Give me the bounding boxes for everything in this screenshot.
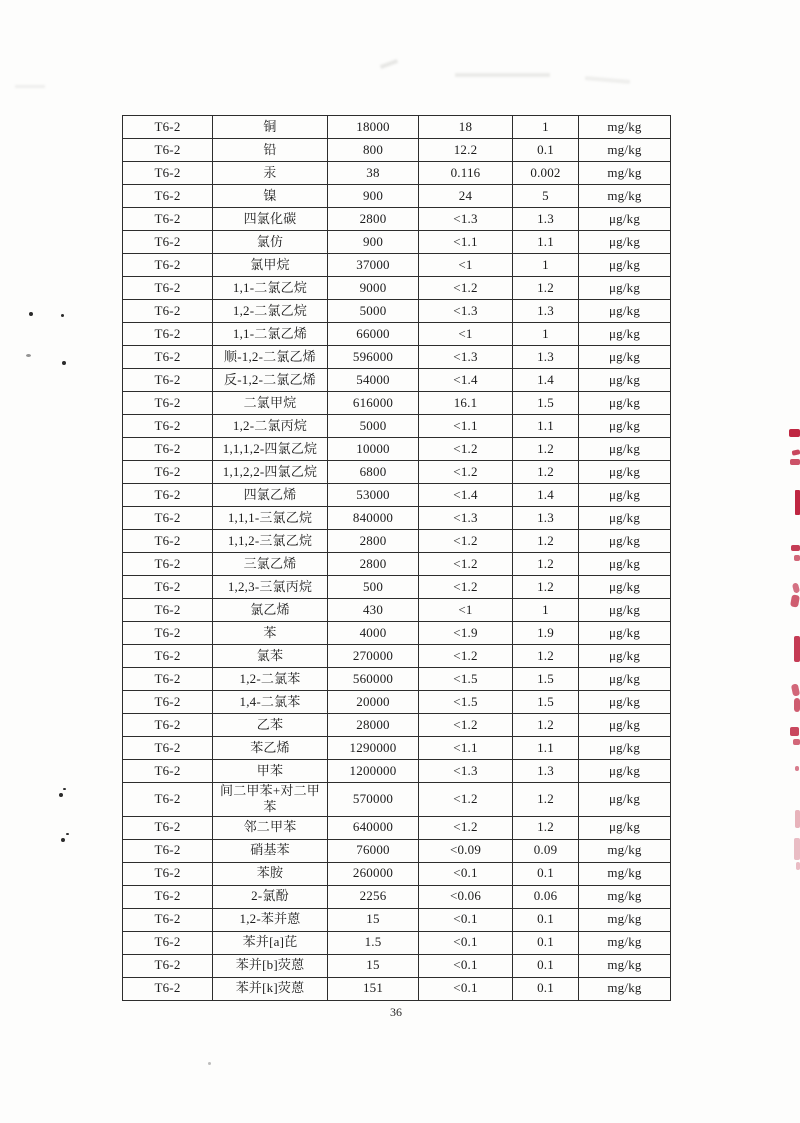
screening-value-cell: 54000 [328, 369, 419, 392]
detection-limit-cell: 1 [513, 116, 579, 139]
analyte-name-cell: 1,2-二氯苯 [213, 668, 328, 691]
red-stamp-fragment [795, 490, 800, 515]
table-row [123, 461, 671, 484]
red-stamp-fragment [793, 739, 800, 745]
sample-id-cell: T6-2 [123, 162, 213, 185]
analyte-name-cell: 四氯化碳 [213, 208, 328, 231]
detection-limit-cell: 1.3 [513, 346, 579, 369]
screening-value-cell: 500 [328, 576, 419, 599]
measured-result-cell: <0.1 [419, 977, 513, 1000]
screening-value-cell: 37000 [328, 254, 419, 277]
screening-value-cell: 151 [328, 977, 419, 1000]
unit-cell: μg/kg [579, 553, 671, 576]
screening-value-cell: 840000 [328, 507, 419, 530]
analyte-name-cell: 苯并[b]荧蒽 [213, 954, 328, 977]
red-stamp-fragment [789, 429, 800, 437]
measured-result-cell: <1.5 [419, 691, 513, 714]
analyte-name-cell: 1,1-二氯乙烷 [213, 277, 328, 300]
red-stamp-fragment [791, 545, 800, 551]
sample-id-cell: T6-2 [123, 392, 213, 415]
detection-limit-cell: 1.2 [513, 645, 579, 668]
analyte-name-cell: 2-氯酚 [213, 885, 328, 908]
screening-value-cell: 66000 [328, 323, 419, 346]
unit-cell: μg/kg [579, 415, 671, 438]
screening-value-cell: 28000 [328, 714, 419, 737]
red-stamp-fragment [794, 555, 800, 561]
screening-value-cell: 270000 [328, 645, 419, 668]
measured-result-cell: <1.3 [419, 346, 513, 369]
unit-cell: mg/kg [579, 931, 671, 954]
sample-id-cell: T6-2 [123, 599, 213, 622]
screening-value-cell: 640000 [328, 816, 419, 839]
detection-limit-cell: 1.5 [513, 668, 579, 691]
table-row [123, 839, 671, 862]
detection-limit-cell: 1.2 [513, 576, 579, 599]
sample-id-cell: T6-2 [123, 116, 213, 139]
analyte-name-cell: 苯胺 [213, 862, 328, 885]
screening-value-cell: 1290000 [328, 737, 419, 760]
analyte-name-cell: 甲苯 [213, 760, 328, 783]
sample-id-cell: T6-2 [123, 553, 213, 576]
unit-cell: mg/kg [579, 885, 671, 908]
table-row [123, 438, 671, 461]
detection-limit-cell: 1.3 [513, 208, 579, 231]
detection-limit-cell: 1 [513, 599, 579, 622]
measured-result-cell: <1 [419, 254, 513, 277]
sample-id-cell: T6-2 [123, 185, 213, 208]
sample-id-cell: T6-2 [123, 369, 213, 392]
unit-cell: μg/kg [579, 816, 671, 839]
red-stamp-fragment [790, 459, 800, 465]
unit-cell: μg/kg [579, 369, 671, 392]
sample-id-cell: T6-2 [123, 484, 213, 507]
screening-value-cell: 20000 [328, 691, 419, 714]
sample-id-cell: T6-2 [123, 668, 213, 691]
sample-id-cell: T6-2 [123, 438, 213, 461]
unit-cell: μg/kg [579, 599, 671, 622]
screening-value-cell: 1.5 [328, 931, 419, 954]
unit-cell: μg/kg [579, 691, 671, 714]
scan-smudge [585, 76, 630, 84]
screening-value-cell: 5000 [328, 415, 419, 438]
scan-smudge [15, 85, 45, 88]
table-row [123, 714, 671, 737]
analyte-name-cell: 1,1,2-三氯乙烷 [213, 530, 328, 553]
analyte-name-cell: 四氯乙烯 [213, 484, 328, 507]
analyte-name-cell: 三氯乙烯 [213, 553, 328, 576]
analyte-name-cell: 苯并[k]荧蒽 [213, 977, 328, 1000]
screening-value-cell: 800 [328, 139, 419, 162]
analyte-name-cell: 苯并[a]芘 [213, 931, 328, 954]
detection-limit-cell: 0.1 [513, 977, 579, 1000]
unit-cell: μg/kg [579, 277, 671, 300]
detection-limit-cell: 1.1 [513, 415, 579, 438]
table-row [123, 977, 671, 1000]
analyte-name-cell: 硝基苯 [213, 839, 328, 862]
sample-id-cell: T6-2 [123, 346, 213, 369]
measured-result-cell: <0.1 [419, 908, 513, 931]
table-row [123, 862, 671, 885]
table-row [123, 185, 671, 208]
measured-result-cell: <1.2 [419, 553, 513, 576]
analyte-name-cell: 1,4-二氯苯 [213, 691, 328, 714]
analyte-name-cell: 二氯甲烷 [213, 392, 328, 415]
measured-result-cell: <0.1 [419, 931, 513, 954]
measured-result-cell: <1.4 [419, 484, 513, 507]
analyte-name-cell: 1,2-二氯丙烷 [213, 415, 328, 438]
detection-limit-cell: 1 [513, 323, 579, 346]
unit-cell: mg/kg [579, 862, 671, 885]
red-stamp-fragment [796, 862, 800, 870]
sample-id-cell: T6-2 [123, 691, 213, 714]
screening-value-cell: 10000 [328, 438, 419, 461]
measured-result-cell: <1.2 [419, 461, 513, 484]
table-row [123, 931, 671, 954]
analyte-name-cell: 铅 [213, 139, 328, 162]
analyte-name-cell: 反-1,2-二氯乙烯 [213, 369, 328, 392]
analyte-name-cell: 苯 [213, 622, 328, 645]
red-stamp-fragment [795, 766, 799, 771]
analyte-name-cell: 1,1,1-三氯乙烷 [213, 507, 328, 530]
analyte-name-cell: 1,1,2,2-四氯乙烷 [213, 461, 328, 484]
red-stamp-fragment [790, 594, 800, 607]
analyte-name-cell: 1,1-二氯乙烯 [213, 323, 328, 346]
detection-limit-cell: 1.2 [513, 438, 579, 461]
detection-limit-cell: 5 [513, 185, 579, 208]
table-row [123, 139, 671, 162]
screening-value-cell: 15 [328, 954, 419, 977]
detection-limit-cell: 1.2 [513, 530, 579, 553]
unit-cell: μg/kg [579, 530, 671, 553]
unit-cell: mg/kg [579, 162, 671, 185]
scan-speck [26, 354, 31, 357]
table-row [123, 908, 671, 931]
detection-limit-cell: 1.2 [513, 783, 579, 817]
sample-id-cell: T6-2 [123, 954, 213, 977]
measured-result-cell: <1.3 [419, 300, 513, 323]
detection-limit-cell: 1.2 [513, 553, 579, 576]
screening-value-cell: 2800 [328, 208, 419, 231]
measured-result-cell: <1.4 [419, 369, 513, 392]
measured-result-cell: <1.5 [419, 668, 513, 691]
table-row [123, 816, 671, 839]
measured-result-cell: <1.1 [419, 415, 513, 438]
red-stamp-fragment [792, 582, 800, 593]
detection-limit-cell: 1.5 [513, 392, 579, 415]
analyte-name-cell: 氯苯 [213, 645, 328, 668]
page-number: 36 [390, 1005, 402, 1019]
sample-id-cell: T6-2 [123, 645, 213, 668]
table-row [123, 885, 671, 908]
unit-cell: μg/kg [579, 737, 671, 760]
screening-value-cell: 2800 [328, 553, 419, 576]
table-row [123, 116, 671, 139]
table-row [123, 484, 671, 507]
scan-speck [208, 1062, 211, 1065]
screening-value-cell: 260000 [328, 862, 419, 885]
sample-id-cell: T6-2 [123, 737, 213, 760]
table-row [123, 369, 671, 392]
sample-id-cell: T6-2 [123, 300, 213, 323]
detection-limit-cell: 0.09 [513, 839, 579, 862]
measured-result-cell: <1.9 [419, 622, 513, 645]
analyte-name-cell: 氯甲烷 [213, 254, 328, 277]
unit-cell: μg/kg [579, 231, 671, 254]
analyte-name-cell: 氯仿 [213, 231, 328, 254]
table-row [123, 392, 671, 415]
unit-cell: μg/kg [579, 300, 671, 323]
table-row [123, 162, 671, 185]
analyte-name-cell: 汞 [213, 162, 328, 185]
sample-id-cell: T6-2 [123, 839, 213, 862]
sample-id-cell: T6-2 [123, 714, 213, 737]
table-row [123, 208, 671, 231]
red-stamp-fragment [794, 698, 800, 712]
measured-result-cell: <1.2 [419, 576, 513, 599]
sample-id-cell: T6-2 [123, 816, 213, 839]
unit-cell: μg/kg [579, 323, 671, 346]
analyte-name-cell: 邻二甲苯 [213, 816, 328, 839]
scan-speck [63, 788, 66, 790]
detection-limit-cell: 1.2 [513, 714, 579, 737]
measured-result-cell: <1.1 [419, 737, 513, 760]
screening-value-cell: 4000 [328, 622, 419, 645]
unit-cell: mg/kg [579, 116, 671, 139]
table-row [123, 668, 671, 691]
measured-result-cell: <1.3 [419, 760, 513, 783]
scan-speck [59, 793, 63, 797]
table-row [123, 737, 671, 760]
sample-id-cell: T6-2 [123, 254, 213, 277]
measured-result-cell: <1.2 [419, 714, 513, 737]
detection-limit-cell: 1.9 [513, 622, 579, 645]
analyte-name-cell: 苯乙烯 [213, 737, 328, 760]
screening-value-cell: 2256 [328, 885, 419, 908]
detection-limit-cell: 1.3 [513, 507, 579, 530]
sample-id-cell: T6-2 [123, 139, 213, 162]
screening-value-cell: 616000 [328, 392, 419, 415]
screening-value-cell: 560000 [328, 668, 419, 691]
unit-cell: μg/kg [579, 461, 671, 484]
analyte-name-cell: 氯乙烯 [213, 599, 328, 622]
analyte-name-cell: 1,2-苯并蒽 [213, 908, 328, 931]
unit-cell: μg/kg [579, 254, 671, 277]
detection-limit-cell: 0.06 [513, 885, 579, 908]
detection-limit-cell: 0.1 [513, 862, 579, 885]
red-stamp-fragment [794, 838, 800, 860]
table-row [123, 254, 671, 277]
screening-value-cell: 596000 [328, 346, 419, 369]
scan-speck [29, 312, 33, 316]
screening-value-cell: 6800 [328, 461, 419, 484]
sample-id-cell: T6-2 [123, 931, 213, 954]
table-row [123, 277, 671, 300]
screening-value-cell: 76000 [328, 839, 419, 862]
screening-value-cell: 18000 [328, 116, 419, 139]
screening-value-cell: 38 [328, 162, 419, 185]
sample-id-cell: T6-2 [123, 576, 213, 599]
table-row [123, 346, 671, 369]
unit-cell: μg/kg [579, 438, 671, 461]
unit-cell: μg/kg [579, 645, 671, 668]
measured-result-cell: <1.1 [419, 231, 513, 254]
measured-result-cell: 16.1 [419, 392, 513, 415]
screening-value-cell: 2800 [328, 530, 419, 553]
red-stamp-fragment [790, 727, 799, 736]
unit-cell: μg/kg [579, 783, 671, 817]
screening-value-cell: 53000 [328, 484, 419, 507]
unit-cell: mg/kg [579, 977, 671, 1000]
unit-cell: μg/kg [579, 507, 671, 530]
measured-result-cell: 12.2 [419, 139, 513, 162]
screening-value-cell: 1200000 [328, 760, 419, 783]
sample-id-cell: T6-2 [123, 530, 213, 553]
detection-limit-cell: 1.4 [513, 369, 579, 392]
unit-cell: μg/kg [579, 208, 671, 231]
sample-id-cell: T6-2 [123, 277, 213, 300]
measured-result-cell: <1.3 [419, 208, 513, 231]
unit-cell: μg/kg [579, 668, 671, 691]
analyte-name-cell: 顺-1,2-二氯乙烯 [213, 346, 328, 369]
detection-limit-cell: 1.2 [513, 816, 579, 839]
scan-smudge [380, 59, 398, 69]
table-row [123, 323, 671, 346]
scan-speck [66, 833, 69, 835]
measured-result-cell: <1 [419, 323, 513, 346]
screening-value-cell: 900 [328, 231, 419, 254]
unit-cell: μg/kg [579, 576, 671, 599]
red-stamp-fragment [794, 636, 800, 662]
detection-limit-cell: 0.1 [513, 931, 579, 954]
unit-cell: μg/kg [579, 760, 671, 783]
detection-limit-cell: 0.002 [513, 162, 579, 185]
unit-cell: μg/kg [579, 392, 671, 415]
measured-result-cell: <1.2 [419, 783, 513, 817]
detection-limit-cell: 0.1 [513, 139, 579, 162]
detection-limit-cell: 0.1 [513, 954, 579, 977]
detection-limit-cell: 1.3 [513, 760, 579, 783]
detection-limit-cell: 1.1 [513, 231, 579, 254]
screening-value-cell: 900 [328, 185, 419, 208]
table-row [123, 530, 671, 553]
table-row [123, 645, 671, 668]
sample-id-cell: T6-2 [123, 862, 213, 885]
sample-id-cell: T6-2 [123, 323, 213, 346]
sample-id-cell: T6-2 [123, 415, 213, 438]
scan-speck [61, 838, 65, 842]
sample-id-cell: T6-2 [123, 461, 213, 484]
measured-result-cell: 18 [419, 116, 513, 139]
scan-speck [61, 314, 64, 317]
unit-cell: mg/kg [579, 954, 671, 977]
detection-limit-cell: 1.1 [513, 737, 579, 760]
analyte-name-cell: 1,1,1,2-四氯乙烷 [213, 438, 328, 461]
sample-id-cell: T6-2 [123, 622, 213, 645]
table-row [123, 553, 671, 576]
sample-id-cell: T6-2 [123, 231, 213, 254]
measured-result-cell: <0.06 [419, 885, 513, 908]
measured-result-cell: <1.2 [419, 530, 513, 553]
sample-id-cell: T6-2 [123, 908, 213, 931]
sample-id-cell: T6-2 [123, 783, 213, 817]
red-stamp-fragment [792, 449, 800, 456]
measured-result-cell: <1.2 [419, 816, 513, 839]
scan-smudge [455, 73, 550, 77]
unit-cell: μg/kg [579, 484, 671, 507]
screening-value-cell: 9000 [328, 277, 419, 300]
analyte-name-cell: 间二甲苯+对二甲苯 [213, 783, 328, 817]
detection-limit-cell: 1.2 [513, 461, 579, 484]
scan-speck [62, 361, 66, 365]
detection-limit-cell: 1.3 [513, 300, 579, 323]
unit-cell: μg/kg [579, 714, 671, 737]
sample-id-cell: T6-2 [123, 977, 213, 1000]
unit-cell: mg/kg [579, 839, 671, 862]
detection-limit-cell: 1.4 [513, 484, 579, 507]
measured-result-cell: 0.116 [419, 162, 513, 185]
measured-result-cell: <1.2 [419, 277, 513, 300]
unit-cell: mg/kg [579, 139, 671, 162]
table-row [123, 300, 671, 323]
analyte-name-cell: 铜 [213, 116, 328, 139]
detection-limit-cell: 1.5 [513, 691, 579, 714]
unit-cell: mg/kg [579, 908, 671, 931]
table-row [123, 507, 671, 530]
measured-result-cell: <1.2 [419, 438, 513, 461]
measured-result-cell: 24 [419, 185, 513, 208]
red-stamp-fragment [791, 683, 800, 696]
detection-limit-cell: 1.2 [513, 277, 579, 300]
screening-value-cell: 5000 [328, 300, 419, 323]
table-row [123, 691, 671, 714]
red-stamp-fragment [795, 810, 800, 828]
measured-result-cell: <1.2 [419, 645, 513, 668]
analyte-name-cell: 1,2,3-三氯丙烷 [213, 576, 328, 599]
unit-cell: μg/kg [579, 346, 671, 369]
table-row [123, 783, 671, 817]
unit-cell: mg/kg [579, 185, 671, 208]
analysis-table-body [123, 116, 671, 1001]
table-row [123, 415, 671, 438]
table-row [123, 954, 671, 977]
measured-result-cell: <0.09 [419, 839, 513, 862]
screening-value-cell: 570000 [328, 783, 419, 817]
table-row [123, 599, 671, 622]
table-row [123, 231, 671, 254]
sample-id-cell: T6-2 [123, 507, 213, 530]
screening-value-cell: 430 [328, 599, 419, 622]
measured-result-cell: <0.1 [419, 862, 513, 885]
table-row [123, 576, 671, 599]
analyte-name-cell: 乙苯 [213, 714, 328, 737]
analysis-results-table [122, 115, 671, 1001]
analyte-name-cell: 镍 [213, 185, 328, 208]
sample-id-cell: T6-2 [123, 885, 213, 908]
sample-id-cell: T6-2 [123, 208, 213, 231]
sample-id-cell: T6-2 [123, 760, 213, 783]
measured-result-cell: <1 [419, 599, 513, 622]
detection-limit-cell: 0.1 [513, 908, 579, 931]
measured-result-cell: <0.1 [419, 954, 513, 977]
detection-limit-cell: 1 [513, 254, 579, 277]
unit-cell: μg/kg [579, 622, 671, 645]
measured-result-cell: <1.3 [419, 507, 513, 530]
table-row [123, 622, 671, 645]
table-row [123, 760, 671, 783]
analyte-name-cell: 1,2-二氯乙烷 [213, 300, 328, 323]
screening-value-cell: 15 [328, 908, 419, 931]
